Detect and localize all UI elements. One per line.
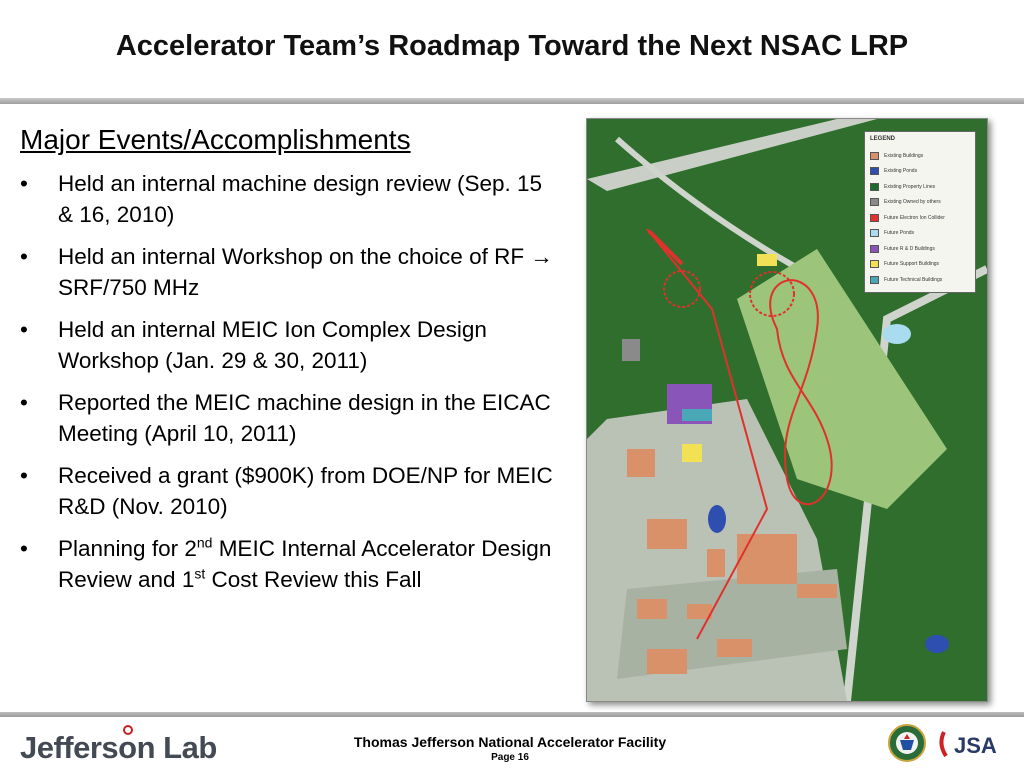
- jsa-logo: [936, 728, 1006, 760]
- legend-label: Existing Ponds: [884, 168, 918, 175]
- logo-text: Jefferson Lab: [20, 730, 217, 765]
- legend-item: [870, 257, 970, 273]
- logo-atom-icon: [122, 724, 134, 736]
- title-divider: [0, 98, 1024, 104]
- legend-swatch: [870, 183, 879, 191]
- bullet-text: Reported the MEIC machine design in the EICAC Meeting (April 10, 2011): [58, 390, 551, 446]
- bullet-text: MEIC Internal Accelerator Design Review and 1: [58, 536, 552, 592]
- legend-item: [870, 210, 970, 226]
- footer-info: [320, 734, 700, 763]
- legend-item: [870, 148, 970, 164]
- legend-swatch: [870, 276, 879, 284]
- legend-label: Future R & D Buildings: [884, 245, 935, 252]
- legend-swatch: [870, 214, 879, 222]
- building: [717, 639, 752, 657]
- section-heading: Major Events/Accomplishments: [20, 124, 411, 155]
- legend-item: [870, 179, 970, 195]
- bullet-text: Cost Review this Fall: [205, 567, 422, 592]
- legend-label: Existing Property Lines: [884, 183, 936, 190]
- legend-label: Future Support Buildings: [884, 261, 940, 268]
- bullet-text: Planning for 2: [58, 536, 197, 561]
- bullet-text: Held an internal MEIC Ion Complex Design Workshop (Jan. 29 & 30, 2011): [58, 317, 487, 373]
- jefferson-lab-logo: [20, 724, 220, 768]
- legend-label: Future Technical Buildings: [884, 276, 943, 283]
- superscript: nd: [196, 534, 213, 551]
- legend-label: Existing Buildings: [884, 152, 924, 159]
- legend-label: Existing Owned by others: [884, 199, 941, 206]
- legend-label: Future Ponds: [884, 230, 915, 237]
- site-map: [586, 118, 988, 702]
- superscript: st: [194, 565, 206, 582]
- slide-title: Accelerator Team’s Roadmap Toward the Next NSAC LRP: [115, 30, 909, 62]
- legend-label: Future Electron Ion Collider: [884, 214, 945, 221]
- list-item: [20, 241, 560, 303]
- bullet-marker: •: [20, 171, 28, 196]
- bullet-marker: •: [20, 244, 28, 269]
- list-item: [20, 533, 560, 595]
- legend-item: [870, 164, 970, 180]
- pond: [883, 324, 911, 344]
- legend-item: [870, 241, 970, 257]
- list-item: [20, 387, 560, 449]
- bullet-marker: •: [20, 463, 28, 488]
- legend-item: [870, 195, 970, 211]
- list-item: [20, 460, 560, 522]
- jsa-logo-text: JSA: [954, 733, 997, 758]
- building: [647, 649, 687, 674]
- building: [757, 254, 777, 266]
- pond: [925, 635, 949, 653]
- legend-item: [870, 226, 970, 242]
- bullet-text: Held an internal machine design review (Sep. 15 & 16, 2010): [58, 171, 543, 227]
- content-column: [20, 124, 560, 606]
- building: [627, 449, 655, 477]
- legend-item: [870, 272, 970, 288]
- building: [682, 444, 702, 462]
- building: [707, 549, 725, 577]
- building: [797, 584, 837, 598]
- bullet-marker: •: [20, 390, 28, 415]
- bullet-text: Held an internal Workshop on the choice of RF: [58, 244, 531, 269]
- bullet-text: Received a grant ($900K) from DOE/NP for MEIC R&D (Nov. 2010): [58, 463, 553, 519]
- footer-divider: [0, 712, 1024, 717]
- legend-swatch: [870, 198, 879, 206]
- bullet-text: SRF/750 MHz: [58, 275, 200, 300]
- bullet-list: [20, 168, 560, 595]
- legend-swatch: [870, 167, 879, 175]
- doe-seal-icon: [888, 724, 926, 762]
- building: [622, 339, 640, 361]
- legend-swatch: [870, 245, 879, 253]
- list-item: [20, 314, 560, 376]
- bullet-marker: •: [20, 317, 28, 342]
- bullet-marker: •: [20, 536, 28, 561]
- organization-name: Thomas Jefferson National Accelerator Facility: [353, 734, 667, 750]
- map-legend: [864, 131, 976, 293]
- legend-swatch: [870, 152, 879, 160]
- list-item: [20, 168, 560, 230]
- legend-swatch: [870, 260, 879, 268]
- building: [637, 599, 667, 619]
- building: [682, 409, 712, 421]
- building: [647, 519, 687, 549]
- pond: [708, 505, 726, 533]
- arrow-icon: →: [530, 244, 553, 269]
- legend-swatch: [870, 229, 879, 237]
- building: [737, 534, 797, 584]
- page-number: Page 16: [491, 752, 529, 763]
- legend-title: LEGEND: [870, 136, 896, 142]
